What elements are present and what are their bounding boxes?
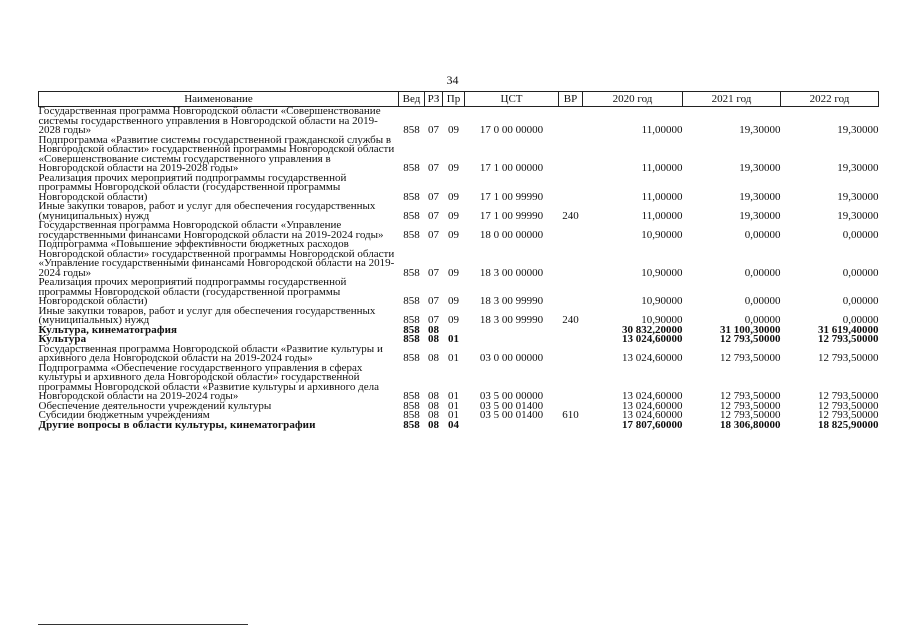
header-2022: 2022 год: [781, 92, 879, 107]
cell-cst: 03 0 00 00000: [479, 352, 544, 364]
cell-rz: 07: [428, 295, 439, 307]
cell-vr: [559, 278, 583, 307]
cell-cst: 18 3 00 00000: [479, 266, 544, 279]
page-number: 34: [446, 73, 459, 87]
header-name: Наименование: [39, 92, 399, 107]
cell-vr: 610: [562, 409, 579, 421]
cell-2022: 0,00000: [842, 295, 879, 307]
cell-ved: 858: [403, 209, 420, 222]
cell-rz: 07: [428, 190, 439, 203]
cell-2020: 10,90000: [641, 295, 683, 307]
cell-rz: 08: [428, 409, 439, 421]
cell-cst: 18 3 00 99990: [479, 295, 544, 307]
cell-2022: 12 793,50000: [818, 409, 879, 421]
cell-cst: 03 5 00 00000: [479, 390, 544, 402]
cell-2020: 13 024,60000: [622, 352, 683, 364]
cell-2021: 0,00000: [744, 314, 781, 326]
cell-pr: 09: [448, 209, 459, 222]
cell-pr: 09: [448, 314, 459, 326]
cell-cst: [465, 335, 559, 345]
table-row: [39, 107, 879, 136]
cell-ved: 858: [403, 162, 420, 174]
cell-ved: 858: [403, 228, 420, 241]
cell-cst: [465, 326, 559, 336]
cell-2022: 31 619,40000: [818, 323, 879, 336]
budget-table: [38, 91, 879, 430]
cell-name: Субсидии бюджетным учреждениям: [38, 409, 210, 421]
cell-name: Государственная программа Новгородской области «Управление государственными финансами Новгородской области на 2019-2024 годы»: [38, 219, 384, 241]
cell-pr: 01: [448, 390, 459, 402]
cell-vr: [559, 136, 583, 174]
cell-2021: 12 793,50000: [720, 352, 781, 364]
cell-2020: 17 807,60000: [622, 418, 683, 431]
cell-2020: 11,00000: [641, 162, 683, 174]
cell-name: Реализация прочих мероприятий подпрограммы государственной программы Новгородской области (государственной программы Новгородской области): [38, 171, 347, 203]
cell-pr: 01: [448, 352, 459, 364]
cell-cst: 03 5 00 01400: [479, 409, 544, 421]
cell-name: Культура, кинематография: [38, 323, 178, 336]
cell-2022: 12 793,50000: [818, 333, 879, 345]
cell-2022: 0,00000: [842, 314, 879, 326]
cell-2021: 12 793,50000: [720, 390, 781, 402]
cell-ved: 858: [403, 399, 420, 412]
header-rz: РЗ: [425, 92, 443, 107]
cell-rz: 07: [428, 266, 439, 279]
cell-2022: 0,00000: [842, 228, 879, 241]
cell-pr: 09: [448, 124, 459, 136]
cell-ved: 858: [403, 390, 420, 402]
cell-vr: [559, 345, 583, 364]
cell-cst: 18 0 00 00000: [479, 228, 544, 241]
cell-2021: 19,30000: [739, 162, 781, 174]
cell-2021: 0,00000: [744, 295, 781, 307]
cell-2022: 19,30000: [837, 209, 879, 222]
cell-name: Культура: [38, 333, 87, 345]
cell-2021: 12 793,50000: [720, 399, 781, 412]
cell-2022: 0,00000: [842, 266, 879, 279]
cell-rz: 08: [428, 418, 439, 431]
cell-cst: 17 1 00 99990: [479, 209, 544, 222]
cell-cst: 17 1 00 00000: [479, 162, 544, 174]
cell-name: Реализация прочих мероприятий подпрограммы государственной программы Новгородской области (государственной программы Новгородской области): [38, 276, 347, 307]
cell-rz: 07: [428, 209, 439, 222]
table-row: [39, 307, 879, 326]
cell-ved: 858: [403, 333, 420, 345]
cell-2020: 13 024,60000: [622, 390, 683, 402]
cell-pr: 09: [448, 295, 459, 307]
cell-rz: 08: [428, 333, 439, 345]
cell-name: Иные закупки товаров, работ и услуг для обеспечения государственных (муниципальных) нужд: [38, 200, 376, 222]
header-vr: ВР: [559, 92, 583, 107]
cell-pr: 01: [448, 409, 459, 421]
table-row: [39, 174, 879, 203]
cell-pr: 09: [448, 190, 459, 203]
cell-2020: 13 024,60000: [622, 409, 683, 421]
cell-name: Обеспечение деятельности учреждений культуры: [38, 399, 272, 412]
cell-pr: 01: [448, 399, 459, 412]
cell-rz: 08: [428, 399, 439, 412]
footnote-divider: [38, 624, 248, 625]
cell-pr: 09: [448, 162, 459, 174]
cell-vr: 240: [562, 314, 579, 326]
cell-2020: 13 024,60000: [622, 399, 683, 412]
cell-2020: 13 024,60000: [622, 333, 683, 345]
cell-vr: 240: [562, 209, 579, 222]
cell-2022: 19,30000: [837, 190, 879, 203]
cell-2021: 12 793,50000: [720, 333, 781, 345]
cell-2022: 12 793,50000: [818, 390, 879, 402]
cell-2020: 30 832,20000: [622, 323, 683, 336]
cell-2021: 0,00000: [744, 228, 781, 241]
cell-ved: 858: [403, 124, 420, 136]
cell-pr: 09: [448, 266, 459, 279]
cell-2021: 31 100,30000: [720, 323, 781, 336]
cell-vr: [559, 107, 583, 136]
cell-vr: [559, 421, 583, 431]
cell-ved: 858: [403, 418, 420, 431]
cell-2022: 19,30000: [837, 124, 879, 136]
header-ved: Вед: [399, 92, 425, 107]
cell-cst: 17 0 00 00000: [479, 124, 544, 136]
cell-2022: 18 825,90000: [818, 418, 879, 431]
cell-cst: 17 1 00 99990: [479, 190, 544, 203]
cell-rz: 08: [428, 390, 439, 402]
cell-name: Подпрограмма «Повышение эффективности бюджетных расходов Новгородской области» государственной программы Новгородской области «Управление государственными финансами Новгородской области на 2019-2024 годы»: [38, 238, 395, 279]
table-row: [39, 364, 879, 402]
cell-2022: 12 793,50000: [818, 352, 879, 364]
cell-vr: [559, 335, 583, 345]
header-pr: Пр: [443, 92, 465, 107]
cell-2021: 19,30000: [739, 209, 781, 222]
cell-2020: 10,90000: [641, 228, 683, 241]
cell-2020: 10,90000: [641, 266, 683, 279]
cell-2022: 19,30000: [837, 162, 879, 174]
cell-rz: 07: [428, 314, 439, 326]
cell-ved: 858: [403, 190, 420, 203]
cell-rz: 07: [428, 162, 439, 174]
cell-2022: 12 793,50000: [818, 399, 879, 412]
table-row: [39, 278, 879, 307]
cell-vr: [559, 221, 583, 240]
cell-name: Подпрограмма «Обеспечение государственного управления в сферах культуры и архивного дела Новгородской области» государственной программы Новгородской области «Развитие культуры и архивного дела Новгородской области на 2019-2024 годы»: [38, 361, 379, 402]
cell-rz: 07: [428, 124, 439, 136]
cell-2021: 19,30000: [739, 124, 781, 136]
cell-cst: [465, 421, 559, 431]
cell-cst: 03 5 00 01400: [479, 399, 544, 412]
cell-2020: 11,00000: [641, 190, 683, 203]
header-2021: 2021 год: [683, 92, 781, 107]
cell-rz: 07: [428, 228, 439, 241]
cell-cst: 18 3 00 99990: [479, 314, 544, 326]
cell-2020: 11,00000: [641, 124, 683, 136]
cell-2021: 0,00000: [744, 266, 781, 279]
cell-ved: 858: [403, 323, 420, 336]
cell-2020: 10,90000: [641, 314, 683, 326]
cell-ved: 858: [403, 409, 420, 421]
cell-vr: [559, 326, 583, 336]
cell-name: Государственная программа Новгородской области «Развитие культуры и архивного дела Новгородской области на 2019-2024 годы»: [38, 342, 383, 364]
table-row: [39, 345, 879, 364]
cell-rz: 08: [428, 352, 439, 364]
cell-name: Подпрограмма «Развитие системы государственной гражданской службы в Новгородской области» государственной программы Новгородской области «Совершенствование системы государственного управления в Новгородской области на 2019-2028 годы»: [38, 133, 395, 174]
table-row: [39, 136, 879, 174]
cell-ved: 858: [403, 352, 420, 364]
cell-vr: [559, 364, 583, 402]
cell-2021: 18 306,80000: [720, 418, 781, 431]
cell-name: Государственная программа Новгородской области «Совершенствование системы государственного управления в Новгородской области на 2019-2028 годы»: [38, 105, 381, 136]
cell-rz: 08: [428, 323, 439, 336]
cell-pr: 01: [448, 333, 459, 345]
cell-pr: 04: [448, 418, 459, 431]
cell-ved: 858: [403, 314, 420, 326]
cell-ved: 858: [403, 295, 420, 307]
cell-name: Другие вопросы в области культуры, кинематографии: [38, 418, 316, 431]
cell-ved: 858: [403, 266, 420, 279]
cell-2021: 19,30000: [739, 190, 781, 203]
table-body: [39, 107, 879, 431]
cell-pr: 09: [448, 228, 459, 241]
table-row: [39, 240, 879, 278]
cell-2021: 12 793,50000: [720, 409, 781, 421]
cell-vr: [559, 174, 583, 203]
header-cst: ЦСТ: [465, 92, 559, 107]
cell-2020: 11,00000: [641, 209, 683, 222]
cell-vr: [559, 240, 583, 278]
table-row: [39, 421, 879, 431]
cell-name: Иные закупки товаров, работ и услуг для обеспечения государственных (муниципальных) нужд: [38, 304, 376, 326]
header-2020: 2020 год: [583, 92, 683, 107]
